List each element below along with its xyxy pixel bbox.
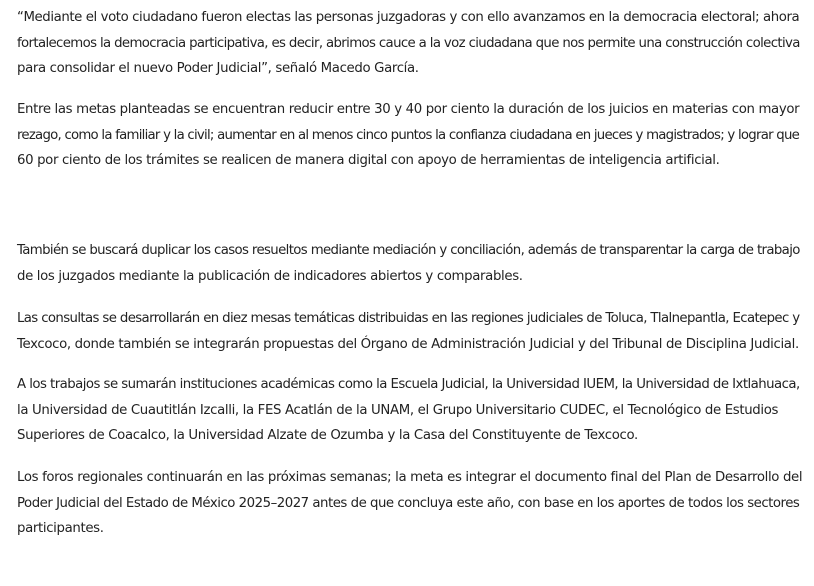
paragraph-regional-forums: [17, 465, 802, 542]
paragraph-line: 60 por ciento de los trámites se realicen de manera digital con apoyo de herramientas de inteligencia artificial.: [17, 153, 720, 168]
paragraph-line: de los juzgados mediante la publicación de indicadores abiertos y comparables.: [17, 268, 523, 284]
paragraph-line: Entre las metas planteadas se encuentran reducir entre 30 y 40 por ciento la duración de los juicios en materias con mayor: [17, 102, 800, 117]
paragraph-line: rezago, como la familiar y la civil; aumentar en al menos cinco puntos la confianza ciudadana en jueces y magistrados; y lograr que: [17, 127, 800, 143]
paragraph-line: Las consultas se desarrollarán en diez mesas temáticas distribuidas en las regiones judiciales de Toluca, Tlalnepantla, Ecatepec y: [17, 311, 800, 326]
paragraph-line: fortalecemos la democracia participativa, es decir, abrimos cauce a la voz ciudadana que nos permite una construcción colectiva: [17, 35, 800, 51]
paragraph-goals: [17, 97, 802, 174]
paragraph-line: Superiores de Coacalco, la Universidad Alzate de Ozumba y la Casa del Constituyente de Texcoco.: [17, 428, 638, 443]
paragraph-line: “Mediante el voto ciudadano fueron electas las personas juzgadoras y con ello avanzamos en la democracia electoral; ahora: [17, 10, 800, 25]
paragraph-quote-macedo-garcia: [17, 5, 802, 82]
paragraph-institutions: [17, 372, 802, 449]
paragraph-line: A los trabajos se sumarán instituciones académicas como la Escuela Judicial, la Universidad IUEM, la Universidad de Ixtlahuaca,: [17, 377, 800, 392]
paragraph-line: participantes.: [17, 521, 104, 536]
paragraph-line: para consolidar el nuevo Poder Judicial”, señaló Macedo García.: [17, 61, 419, 76]
paragraph-line: Poder Judicial del Estado de México 2025–2027 antes de que concluya este año, con base en los aportes de todos los sectores: [17, 495, 800, 511]
paragraph-mediation: [17, 238, 802, 289]
paragraph-line: También se buscará duplicar los casos resueltos mediante mediación y conciliación, además de transparentar la carga de trabajo: [17, 243, 800, 258]
paragraph-consultations: [17, 306, 802, 357]
paragraph-line: Texcoco, donde también se integrarán propuestas del Órgano de Administración Judicial y del Tribunal de Disciplina Judicial.: [17, 336, 799, 352]
paragraph-line: Los foros regionales continuarán en las próximas semanas; la meta es integrar el documento final del Plan de Desarrollo del: [17, 470, 803, 485]
paragraph-line: la Universidad de Cuautitlán Izcalli, la FES Acatlán de la UNAM, el Grupo Universitario CUDEC, el Tecnológico de Estudios: [17, 402, 779, 418]
